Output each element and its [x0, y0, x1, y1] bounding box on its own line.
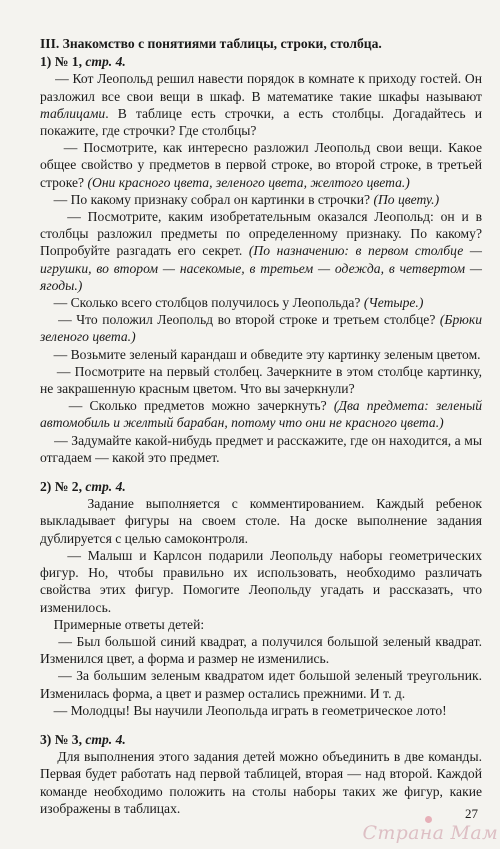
- section-heading: III. Знакомство с понятиями таблицы, строки, столбца.: [40, 36, 382, 51]
- task3-paragraph: Для выполнения этого задания детей можно объединить в две команды. Первая будет работать над первой таблицей, вторая — над второй. Каждой команде необходимо положить на столы наборы таких же фигур, какие изображены в таблицах.: [40, 749, 483, 816]
- task1-paragraph: — Посмотрите, как интересно разложил Леопольд свои вещи. Какое общее свойство у предметов в первой строке, во второй строке, в третьей строке? (Они красного цвета, зеленого цвета, желтого цвета.): [40, 140, 482, 190]
- task1-paragraph: — Задумайте какой-нибудь предмет и расскажите, где он находится, а мы отгадаем — какой это предмет.: [40, 432, 482, 465]
- task1-paragraph: — Возьмите зеленый карандаш и обведите эту картинку зеленым цветом.: [53, 346, 481, 362]
- task1-paragraph: — Сколько всего столбцов получилось у Леопольда? (Четыре.): [53, 295, 424, 311]
- task2-paragraph: Примерные ответы детей:: [53, 616, 205, 632]
- task2-paragraph: — Малыш и Карлсон подарили Леопольду наборы геометрических фигур. Но, чтобы правильно их использовать, необходимо различать свойства этих фигур. Помогите Леопольду угадать и рассказать, что изменилось.: [40, 547, 483, 615]
- task2-paragraph: Задание выполняется с комментированием. Каждый ребенок выкладывает фигуры на своем столе. На доске выполнение задания дублируется с целью самоконтроля.: [40, 496, 482, 546]
- task3-heading: 3) № 3, стр. 4.: [40, 731, 126, 747]
- spacer: [40, 719, 482, 731]
- task1-paragraph: — Посмотрите, каким изобретательным оказался Леопольд: он и в столбцы разложил предметы по определенному признаку. По какому? Попробуйте разгадать его секрет. (По назначению: в первом столбце — игрушки, во втором — насекомые, в третьем — одежда, в четвертом — ягоды.): [40, 209, 482, 293]
- task1-paragraph: — Кот Леопольд решил навести порядок в комнате к приходу гостей. Он разложил все свои вещи в шкаф. В математике такие шкафы называют таблицами. В таблице есть строчки, а есть столбцы. Догадайтесь и покажите, где строчки? Где столбцы?: [40, 71, 483, 139]
- page-number: 27: [465, 806, 478, 821]
- task1-heading: 1) № 1, стр. 4.: [40, 54, 126, 70]
- task2-paragraph: — Молодцы! Вы научили Леопольда играть в геометрическое лото!: [53, 702, 447, 718]
- task1-paragraph: — Посмотрите на первый столбец. Зачеркните в этом столбце картинку, не закрашенную красным цветом. Что вы зачеркнули?: [40, 363, 483, 397]
- task2-paragraph: — За большим зеленым квадратом идет большой зеленый треугольник. Изменилась форма, а цвет и размер остались прежними. И т. д.: [40, 668, 482, 701]
- task1-paragraph: — Сколько предметов можно зачеркнуть? (Два предмета: зеленый автомобиль и желтый барабан, потому что они не красного цвета.): [40, 398, 483, 431]
- task2-heading: 2) № 2, стр. 4.: [40, 479, 126, 495]
- task1-paragraph: — Что положил Леопольд во второй строке и третьем столбце? (Брюки зеленого цвета.): [40, 312, 482, 345]
- spacer: [40, 466, 482, 478]
- task1-paragraph: — По какому признаку собрал он картинки в строчки? (По цвету.): [53, 191, 440, 207]
- task2-paragraph: — Был большой синий квадрат, а получился большой зеленый квадрат. Изменился цвет, а форма и размер не изменились.: [40, 633, 482, 667]
- watermark-logo: Страна Мам: [362, 822, 498, 844]
